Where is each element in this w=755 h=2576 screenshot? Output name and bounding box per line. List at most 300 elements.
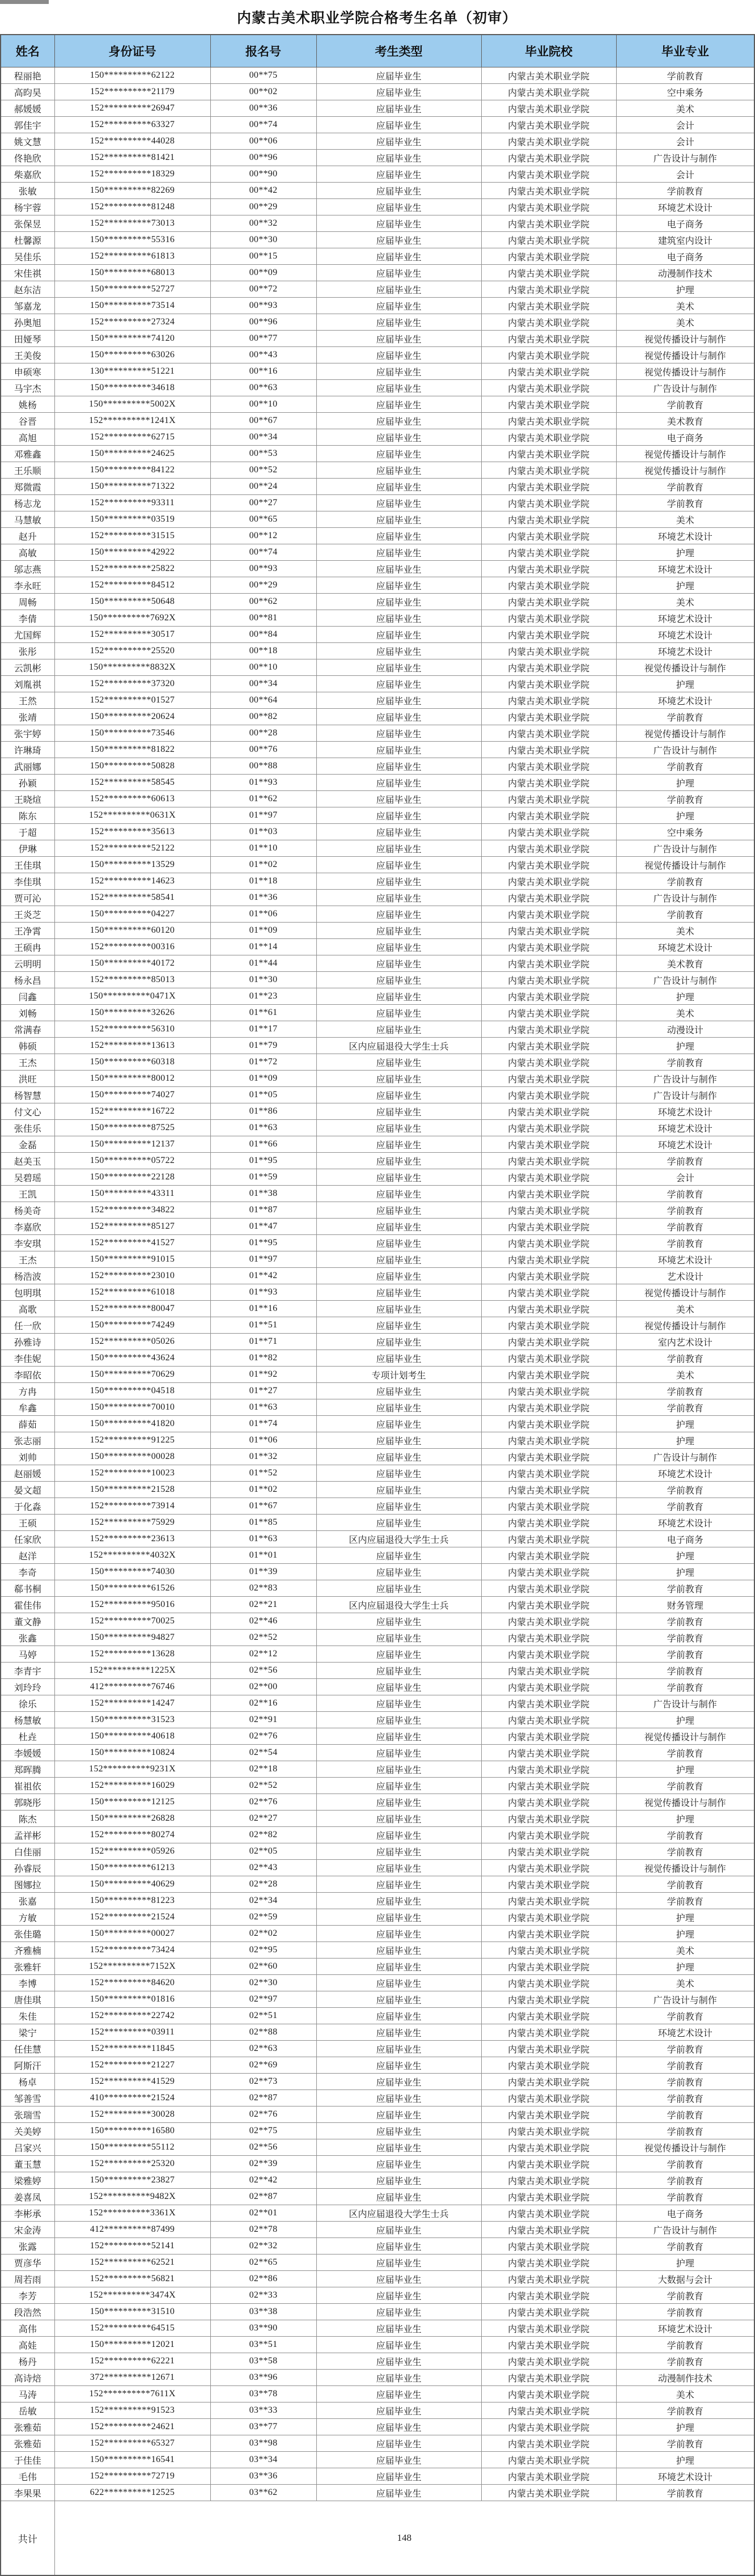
cell-candidate-type: 应届毕业生	[316, 2304, 481, 2320]
cell-id-number: 150**********73514	[54, 298, 210, 314]
cell-candidate-type: 应届毕业生	[316, 2337, 481, 2353]
table-row	[1, 1547, 754, 1564]
cell-candidate-type: 应届毕业生	[316, 561, 481, 577]
cell-graduation-school: 内蒙古美术职业学院	[481, 1695, 616, 1712]
cell-candidate-type: 应届毕业生	[316, 150, 481, 166]
table-row	[1, 1153, 754, 1169]
cell-id-number: 152**********60613	[54, 791, 210, 807]
cell-graduation-major: 视觉传播设计与制作	[616, 1317, 754, 1334]
table-row	[1, 1712, 754, 1728]
cell-graduation-school: 内蒙古美术职业学院	[481, 1235, 616, 1251]
cell-graduation-school: 内蒙古美术职业学院	[481, 396, 616, 413]
cell-graduation-major: 电子商务	[616, 429, 754, 446]
cell-candidate-type: 应届毕业生	[316, 1416, 481, 1432]
cell-registration-number: 00**32	[210, 215, 316, 232]
table-row	[1, 2123, 754, 2139]
cell-name: 于化淼	[1, 1498, 54, 1515]
cell-name: 朱佳	[1, 2008, 54, 2024]
cell-graduation-school: 内蒙古美术职业学院	[481, 166, 616, 183]
cell-name: 贾彦华	[1, 2254, 54, 2271]
cell-candidate-type: 应届毕业生	[316, 232, 481, 248]
cell-graduation-major: 电子商务	[616, 248, 754, 265]
cell-name: 张雅轩	[1, 1959, 54, 1975]
cell-graduation-school: 内蒙古美术职业学院	[481, 1087, 616, 1103]
cell-name: 孙奥旭	[1, 314, 54, 331]
table-row	[1, 1054, 754, 1071]
cell-id-number: 152**********13628	[54, 1646, 210, 1663]
cell-registration-number: 00**90	[210, 166, 316, 183]
cell-graduation-school: 内蒙古美术职业学院	[481, 594, 616, 610]
table-row	[1, 2074, 754, 2090]
cell-graduation-school: 内蒙古美术职业学院	[481, 2057, 616, 2074]
cell-id-number: 150**********31510	[54, 2304, 210, 2320]
cell-graduation-major: 会计	[616, 166, 754, 183]
cell-name: 任家欣	[1, 1531, 54, 1547]
cell-candidate-type: 应届毕业生	[316, 281, 481, 298]
cell-graduation-major: 学前教育	[616, 396, 754, 413]
cell-registration-number: 02**51	[210, 2008, 316, 2024]
cell-graduation-major: 学前教育	[616, 2189, 754, 2205]
cell-graduation-major: 学前教育	[616, 2090, 754, 2107]
cell-graduation-school: 内蒙古美术职业学院	[481, 133, 616, 150]
cell-registration-number: 01**27	[210, 1383, 316, 1399]
cell-candidate-type: 应届毕业生	[316, 1515, 481, 1531]
cell-candidate-type: 应届毕业生	[316, 758, 481, 775]
cell-id-number: 150**********91015	[54, 1251, 210, 1268]
cell-candidate-type: 应届毕业生	[316, 1745, 481, 1761]
cell-registration-number: 01**61	[210, 1005, 316, 1021]
cell-name: 杨宇蓉	[1, 199, 54, 215]
cell-graduation-school: 内蒙古美术职业学院	[481, 1926, 616, 1942]
cell-candidate-type: 应届毕业生	[316, 1646, 481, 1663]
cell-candidate-type: 应届毕业生	[316, 1630, 481, 1646]
cell-candidate-type: 应届毕业生	[316, 396, 481, 413]
cell-graduation-school: 内蒙古美术职业学院	[481, 2024, 616, 2041]
table-row	[1, 1597, 754, 1613]
cell-graduation-major: 环境艺术设计	[616, 1103, 754, 1120]
cell-graduation-school: 内蒙古美术职业学院	[481, 807, 616, 824]
table-row	[1, 2353, 754, 2370]
table-row	[1, 1103, 754, 1120]
cell-registration-number: 01**72	[210, 1054, 316, 1071]
cell-id-number: 150**********7692X	[54, 610, 210, 627]
cell-id-number: 152**********23010	[54, 1268, 210, 1284]
cell-graduation-school: 内蒙古美术职业学院	[481, 232, 616, 248]
cell-graduation-school: 内蒙古美术职业学院	[481, 873, 616, 890]
table-row	[1, 1301, 754, 1317]
cell-graduation-school: 内蒙古美术职业学院	[481, 643, 616, 659]
table-row	[1, 150, 754, 166]
cell-graduation-school: 内蒙古美术职业学院	[481, 1136, 616, 1153]
cell-candidate-type: 应届毕业生	[316, 2189, 481, 2205]
cell-graduation-school: 内蒙古美术职业学院	[481, 2107, 616, 2123]
table-row	[1, 1383, 754, 1399]
cell-name: 任佳慧	[1, 2041, 54, 2057]
cell-candidate-type: 应届毕业生	[316, 1284, 481, 1301]
cell-candidate-type: 应届毕业生	[316, 1926, 481, 1942]
table-row	[1, 413, 754, 429]
table-row	[1, 347, 754, 363]
table-row	[1, 1021, 754, 1038]
cell-candidate-type: 应届毕业生	[316, 1465, 481, 1482]
cell-graduation-school: 内蒙古美术职业学院	[481, 215, 616, 232]
cell-graduation-major: 学前教育	[616, 2287, 754, 2304]
cell-graduation-major: 视觉传播设计与制作	[616, 857, 754, 873]
cell-id-number: 150**********62122	[54, 67, 210, 84]
cell-candidate-type: 区内应届退役大学生士兵	[316, 1038, 481, 1054]
table-row	[1, 199, 754, 215]
cell-candidate-type: 应届毕业生	[316, 1268, 481, 1284]
cell-graduation-school: 内蒙古美术职业学院	[481, 1186, 616, 1202]
cell-graduation-major: 动漫制作技术	[616, 265, 754, 281]
table-row	[1, 479, 754, 495]
total-row	[1, 2501, 754, 2576]
cell-graduation-major: 广告设计与制作	[616, 972, 754, 988]
cell-graduation-school: 内蒙古美术职业学院	[481, 1679, 616, 1695]
cell-graduation-major: 视觉传播设计与制作	[616, 725, 754, 742]
cell-registration-number: 00**16	[210, 363, 316, 380]
cell-candidate-type: 应届毕业生	[316, 1449, 481, 1465]
cell-candidate-type: 应届毕业生	[316, 676, 481, 692]
cell-id-number: 150**********20624	[54, 709, 210, 725]
cell-registration-number: 02**33	[210, 2287, 316, 2304]
cell-id-number: 152**********65327	[54, 2435, 210, 2452]
cell-graduation-major: 学前教育	[616, 1383, 754, 1399]
cell-graduation-school: 内蒙古美术职业学院	[481, 775, 616, 791]
cell-registration-number: 02**43	[210, 1860, 316, 1876]
cell-registration-number: 03**90	[210, 2320, 316, 2337]
table-row	[1, 1663, 754, 1679]
cell-graduation-major: 学前教育	[616, 1663, 754, 1679]
cell-registration-number: 00**96	[210, 314, 316, 331]
cell-id-number: 152**********81248	[54, 199, 210, 215]
cell-id-number: 150**********5002X	[54, 396, 210, 413]
cell-graduation-school: 内蒙古美术职业学院	[481, 511, 616, 528]
cell-name: 赵升	[1, 528, 54, 544]
cell-id-number: 150**********10824	[54, 1745, 210, 1761]
cell-id-number: 152**********91225	[54, 1432, 210, 1449]
cell-registration-number: 00**74	[210, 544, 316, 561]
cell-graduation-school: 内蒙古美术职业学院	[481, 413, 616, 429]
cell-graduation-school: 内蒙古美术职业学院	[481, 1531, 616, 1547]
table-row	[1, 462, 754, 479]
cell-graduation-school: 内蒙古美术职业学院	[481, 955, 616, 972]
cell-graduation-major: 环境艺术设计	[616, 2024, 754, 2041]
cell-id-number: 150**********94827	[54, 1630, 210, 1646]
cell-registration-number: 03**34	[210, 2452, 316, 2468]
cell-name: 王硕冉	[1, 939, 54, 955]
cell-registration-number: 01**03	[210, 824, 316, 840]
cell-candidate-type: 应届毕业生	[316, 890, 481, 906]
cell-candidate-type: 应届毕业生	[316, 1679, 481, 1695]
table-row	[1, 1219, 754, 1235]
cell-graduation-school: 内蒙古美术职业学院	[481, 248, 616, 265]
cell-graduation-major: 环境艺术设计	[616, 610, 754, 627]
cell-registration-number: 00**30	[210, 232, 316, 248]
cell-name: 霍佳伟	[1, 1597, 54, 1613]
cell-id-number: 152**********58541	[54, 890, 210, 906]
table-row	[1, 1432, 754, 1449]
cell-graduation-major: 学前教育	[616, 906, 754, 923]
cell-registration-number: 01**63	[210, 1531, 316, 1547]
cell-graduation-major: 环境艺术设计	[616, 2468, 754, 2485]
cell-candidate-type: 应届毕业生	[316, 117, 481, 133]
cell-id-number: 150**********84122	[54, 462, 210, 479]
cell-registration-number: 02**86	[210, 2271, 316, 2287]
cell-graduation-school: 内蒙古美术职业学院	[481, 627, 616, 643]
cell-name: 高敏	[1, 544, 54, 561]
cell-candidate-type: 应届毕业生	[316, 2254, 481, 2271]
cell-graduation-school: 内蒙古美术职业学院	[481, 1761, 616, 1778]
table-row	[1, 133, 754, 150]
cell-graduation-school: 内蒙古美术职业学院	[481, 429, 616, 446]
cell-candidate-type: 应届毕业生	[316, 2419, 481, 2435]
cell-graduation-major: 护理	[616, 1959, 754, 1975]
column-header-2: 报名号	[210, 35, 316, 67]
cell-id-number: 410**********21524	[54, 2090, 210, 2107]
table-row	[1, 1087, 754, 1103]
cell-name: 李芳	[1, 2287, 54, 2304]
page-title: 内蒙古美术职业学院合格考生名单（初审）	[236, 11, 517, 26]
cell-name: 董玉慧	[1, 2156, 54, 2172]
cell-candidate-type: 应届毕业生	[316, 528, 481, 544]
cell-graduation-major: 美术	[616, 1301, 754, 1317]
cell-registration-number: 00**43	[210, 347, 316, 363]
cell-candidate-type: 应届毕业生	[316, 1564, 481, 1580]
cell-graduation-major: 学前教育	[616, 2074, 754, 2090]
cell-id-number: 150**********04227	[54, 906, 210, 923]
column-header-4: 毕业院校	[481, 35, 616, 67]
cell-candidate-type: 应届毕业生	[316, 1005, 481, 1021]
cell-candidate-type: 应届毕业生	[316, 1728, 481, 1745]
cell-id-number: 152**********41529	[54, 2074, 210, 2090]
cell-name: 图娜拉	[1, 1876, 54, 1893]
cell-registration-number: 00**82	[210, 709, 316, 725]
cell-candidate-type: 应届毕业生	[316, 840, 481, 857]
cell-id-number: 152**********24621	[54, 2419, 210, 2435]
cell-id-number: 150**********81822	[54, 742, 210, 758]
cell-graduation-school: 内蒙古美术职业学院	[481, 1268, 616, 1284]
cell-id-number: 152**********62521	[54, 2254, 210, 2271]
table-row	[1, 742, 754, 758]
cell-graduation-major: 视觉传播设计与制作	[616, 347, 754, 363]
cell-graduation-school: 内蒙古美术职业学院	[481, 659, 616, 676]
cell-registration-number: 03**77	[210, 2419, 316, 2435]
cell-name: 伊琳	[1, 840, 54, 857]
cell-registration-number: 00**02	[210, 84, 316, 100]
cell-graduation-major: 护理	[616, 2254, 754, 2271]
cell-name: 李博	[1, 1975, 54, 1991]
cell-candidate-type: 应届毕业生	[316, 1087, 481, 1103]
cell-id-number: 152**********14247	[54, 1695, 210, 1712]
cell-registration-number: 01**05	[210, 1087, 316, 1103]
cell-id-number: 412**********87499	[54, 2222, 210, 2238]
cell-graduation-major: 学前教育	[616, 1498, 754, 1515]
cell-name: 梁雅婷	[1, 2172, 54, 2189]
cell-graduation-major: 护理	[616, 807, 754, 824]
cell-registration-number: 02**87	[210, 2090, 316, 2107]
cell-registration-number: 03**96	[210, 2370, 316, 2386]
cell-candidate-type: 应届毕业生	[316, 2156, 481, 2172]
cell-graduation-school: 内蒙古美术职业学院	[481, 692, 616, 709]
cell-graduation-school: 内蒙古美术职业学院	[481, 1465, 616, 1482]
table-row	[1, 363, 754, 380]
cell-graduation-school: 内蒙古美术职业学院	[481, 2074, 616, 2090]
cell-graduation-school: 内蒙古美术职业学院	[481, 2370, 616, 2386]
cell-graduation-school: 内蒙古美术职业学院	[481, 1876, 616, 1893]
cell-name: 王晓煊	[1, 791, 54, 807]
cell-graduation-school: 内蒙古美术职业学院	[481, 2156, 616, 2172]
table-row	[1, 1186, 754, 1202]
table-row	[1, 906, 754, 923]
table-row	[1, 331, 754, 347]
cell-registration-number: 00**81	[210, 610, 316, 627]
cell-name: 谷晋	[1, 413, 54, 429]
cell-graduation-major: 广告设计与制作	[616, 1695, 754, 1712]
cell-graduation-major: 美术	[616, 2386, 754, 2402]
cell-name: 于超	[1, 824, 54, 840]
cell-candidate-type: 应届毕业生	[316, 2107, 481, 2123]
cell-name: 吕家兴	[1, 2139, 54, 2156]
cell-graduation-school: 内蒙古美术职业学院	[481, 1564, 616, 1580]
cell-graduation-major: 护理	[616, 281, 754, 298]
cell-graduation-school: 内蒙古美术职业学院	[481, 1975, 616, 1991]
cell-graduation-school: 内蒙古美术职业学院	[481, 1597, 616, 1613]
cell-registration-number: 01**17	[210, 1021, 316, 1038]
cell-graduation-major: 空中乘务	[616, 84, 754, 100]
cell-name: 唐佳琪	[1, 1991, 54, 2008]
cell-id-number: 150**********71322	[54, 479, 210, 495]
cell-id-number: 152**********9231X	[54, 1761, 210, 1778]
cell-id-number: 150**********12125	[54, 1794, 210, 1811]
cell-registration-number: 01**87	[210, 1202, 316, 1219]
cell-registration-number: 01**10	[210, 840, 316, 857]
cell-graduation-major: 环境艺术设计	[616, 692, 754, 709]
cell-name: 郗书桐	[1, 1580, 54, 1597]
cell-name: 方敏	[1, 1909, 54, 1926]
cell-candidate-type: 应届毕业生	[316, 2008, 481, 2024]
table-row	[1, 1251, 754, 1268]
cell-registration-number: 00**75	[210, 67, 316, 84]
cell-graduation-school: 内蒙古美术职业学院	[481, 1103, 616, 1120]
cell-graduation-school: 内蒙古美术职业学院	[481, 2320, 616, 2337]
cell-graduation-school: 内蒙古美术职业学院	[481, 2337, 616, 2353]
cell-name: 姚文慧	[1, 133, 54, 150]
cell-candidate-type: 应届毕业生	[316, 2435, 481, 2452]
cell-id-number: 150**********42922	[54, 544, 210, 561]
cell-graduation-major: 室内艺术设计	[616, 1334, 754, 1350]
cell-graduation-school: 内蒙古美术职业学院	[481, 1860, 616, 1876]
table-row	[1, 1284, 754, 1301]
table-row	[1, 1515, 754, 1531]
cell-name: 张嘉	[1, 1893, 54, 1909]
cell-graduation-school: 内蒙古美术职业学院	[481, 1959, 616, 1975]
cell-id-number: 152**********25822	[54, 561, 210, 577]
table-row	[1, 396, 754, 413]
cell-registration-number: 01**09	[210, 1071, 316, 1087]
cell-registration-number: 01**02	[210, 857, 316, 873]
cell-id-number: 152**********1225X	[54, 1663, 210, 1679]
cell-registration-number: 00**36	[210, 100, 316, 117]
cell-registration-number: 02**28	[210, 1876, 316, 1893]
cell-id-number: 152**********70025	[54, 1613, 210, 1630]
cell-name: 李奇	[1, 1564, 54, 1580]
cell-name: 洪旺	[1, 1071, 54, 1087]
cell-name: 赵美玉	[1, 1153, 54, 1169]
cell-graduation-major: 美术	[616, 923, 754, 939]
cell-graduation-major: 学前教育	[616, 2435, 754, 2452]
cell-registration-number: 02**82	[210, 1827, 316, 1843]
cell-name: 张志丽	[1, 1432, 54, 1449]
cell-graduation-major: 学前教育	[616, 1482, 754, 1498]
cell-graduation-school: 内蒙古美术职业学院	[481, 2205, 616, 2222]
cell-candidate-type: 应届毕业生	[316, 1054, 481, 1071]
cell-id-number: 150**********55112	[54, 2139, 210, 2156]
cell-graduation-school: 内蒙古美术职业学院	[481, 2172, 616, 2189]
cell-candidate-type: 应届毕业生	[316, 1811, 481, 1827]
cell-candidate-type: 应届毕业生	[316, 1547, 481, 1564]
cell-id-number: 152**********84512	[54, 577, 210, 594]
cell-graduation-school: 内蒙古美术职业学院	[481, 1745, 616, 1761]
cell-graduation-major: 学前教育	[616, 1399, 754, 1416]
cell-id-number: 150**********43311	[54, 1186, 210, 1202]
cell-graduation-school: 内蒙古美术职业学院	[481, 2386, 616, 2402]
cell-registration-number: 00**64	[210, 692, 316, 709]
table-row	[1, 775, 754, 791]
cell-registration-number: 02**12	[210, 1646, 316, 1663]
cell-registration-number: 01**93	[210, 1284, 316, 1301]
cell-candidate-type: 应届毕业生	[316, 462, 481, 479]
cell-candidate-type: 应届毕业生	[316, 955, 481, 972]
cell-registration-number: 02**27	[210, 1811, 316, 1827]
cell-id-number: 152**********27324	[54, 314, 210, 331]
cell-name: 周畅	[1, 594, 54, 610]
cell-registration-number: 01**01	[210, 1547, 316, 1564]
cell-candidate-type: 应届毕业生	[316, 2452, 481, 2468]
table-row	[1, 2452, 754, 2468]
cell-registration-number: 03**62	[210, 2485, 316, 2501]
table-row	[1, 2205, 754, 2222]
cell-graduation-school: 内蒙古美术职业学院	[481, 2189, 616, 2205]
table-row	[1, 972, 754, 988]
table-row	[1, 1169, 754, 1186]
cell-graduation-school: 内蒙古美术职业学院	[481, 331, 616, 347]
table-row	[1, 709, 754, 725]
cell-candidate-type: 应届毕业生	[316, 577, 481, 594]
cell-registration-number: 00**29	[210, 199, 316, 215]
table-header-row	[1, 35, 754, 67]
cell-registration-number: 01**62	[210, 791, 316, 807]
cell-id-number: 150**********16541	[54, 2452, 210, 2468]
cell-id-number: 150**********63026	[54, 347, 210, 363]
cell-graduation-school: 内蒙古美术职业学院	[481, 2041, 616, 2057]
cell-graduation-school: 内蒙古美术职业学院	[481, 1498, 616, 1515]
table-row	[1, 380, 754, 396]
cell-id-number: 152**********93311	[54, 495, 210, 511]
cell-graduation-major: 护理	[616, 1547, 754, 1564]
cell-candidate-type: 应届毕业生	[316, 215, 481, 232]
cell-name: 吴佳乐	[1, 248, 54, 265]
cell-candidate-type: 应届毕业生	[316, 1942, 481, 1959]
table-row	[1, 1580, 754, 1597]
cell-graduation-school: 内蒙古美术职业学院	[481, 1893, 616, 1909]
cell-id-number: 150**********60120	[54, 923, 210, 939]
cell-graduation-major: 美术	[616, 100, 754, 117]
cell-graduation-major: 学前教育	[616, 2485, 754, 2501]
table-row	[1, 2057, 754, 2074]
table-row	[1, 67, 754, 84]
cell-name: 晏文超	[1, 1482, 54, 1498]
